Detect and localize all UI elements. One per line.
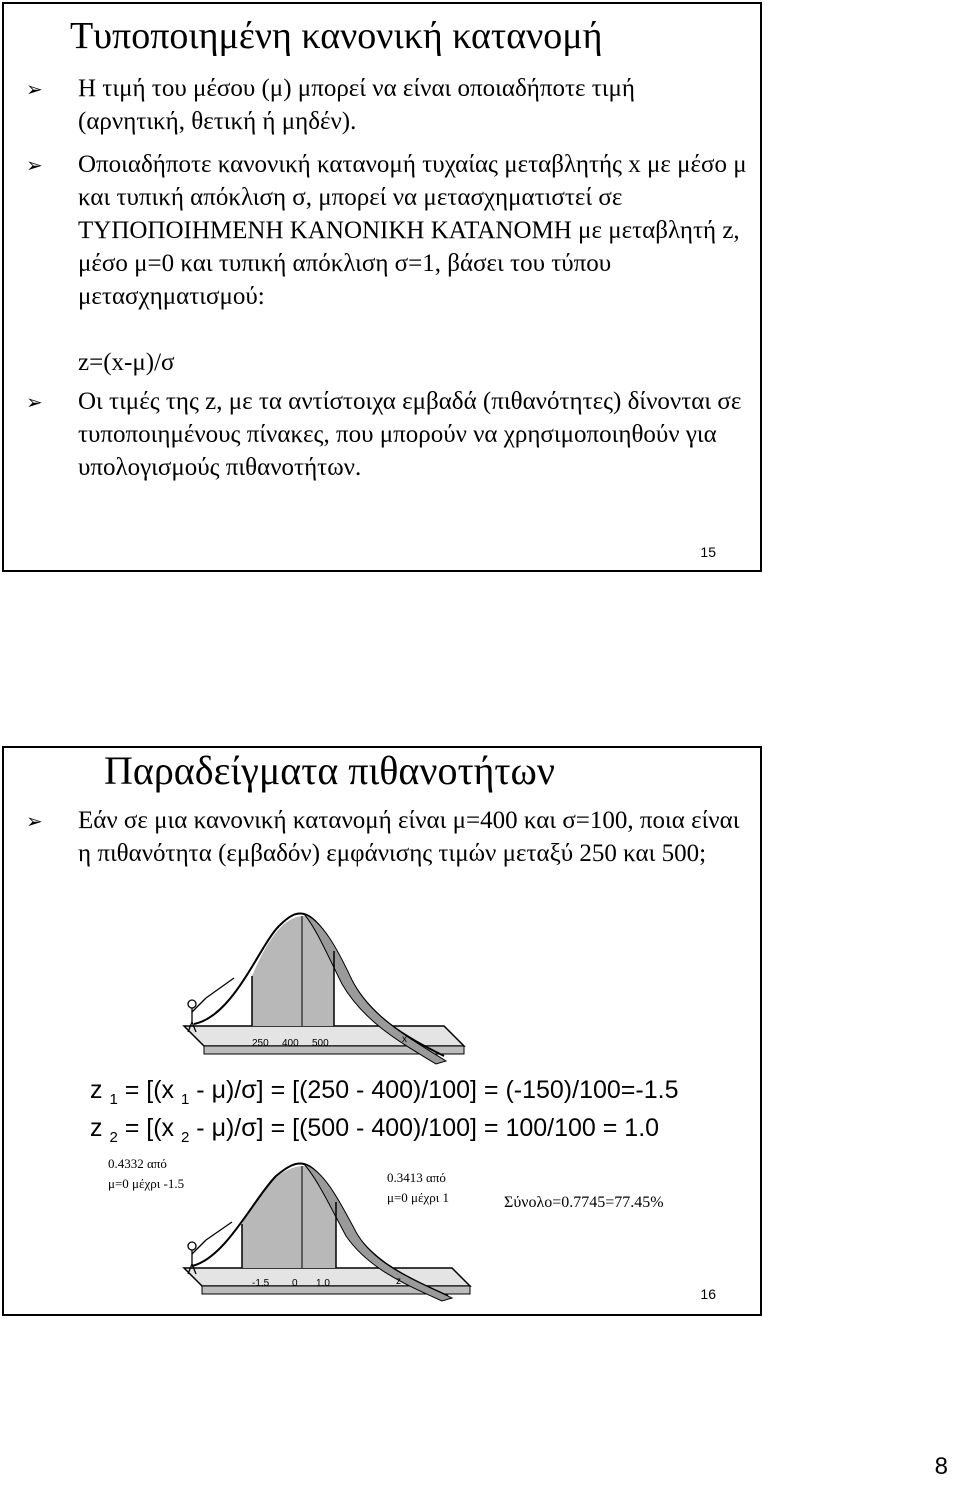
axis-label: -1.5 <box>252 1278 270 1289</box>
total-probability: Σύνολο=0.7745=77.45% <box>504 1194 664 1211</box>
bullet-text: Οι τιμές της z, με τα αντίστοιχα εμβαδά (πιθανότητες) δίνονται σε τυποποιημένους πίνακες, που μπορούν να χρησιμοποιηθούν για υπολογισμούς πιθανοτήτων. <box>78 388 742 481</box>
note-line: 0.4332 από <box>108 1156 167 1171</box>
slide-16 <box>2 746 762 1316</box>
axis-label: 400 <box>282 1038 299 1049</box>
axis-label: 500 <box>312 1038 329 1049</box>
slide-title: Τυποποιημένη κανονική κατανομή <box>70 15 603 57</box>
normal-curve-x-figure <box>174 906 466 1066</box>
note-left <box>108 1154 184 1194</box>
subscript: 2 <box>181 1129 190 1146</box>
z-symbol: z <box>90 1114 103 1142</box>
note-line: 0.3413 από <box>387 1170 446 1185</box>
slide-page-number: 16 <box>700 1286 716 1302</box>
bullet-arrow-icon: ➢ <box>26 390 43 414</box>
formula-part: - μ)/σ] = [(500 - 400)/100] = 100/100 = 1.0 <box>189 1114 660 1142</box>
note-right <box>387 1168 449 1208</box>
slide-page-number: 15 <box>700 544 716 560</box>
axis-label: 1.0 <box>316 1278 330 1289</box>
axis-label: x <box>402 1034 407 1045</box>
formula-part: = [(x <box>117 1076 175 1104</box>
bullet-arrow-icon: ➢ <box>26 153 43 177</box>
formula-part: = [(x <box>117 1114 175 1142</box>
z2-formula <box>90 1112 659 1154</box>
axis-label: 250 <box>252 1038 269 1049</box>
bullet-arrow-icon: ➢ <box>26 77 43 101</box>
bullet-text: Οποιαδήποτε κανονική κατανομή τυχαίας μεταβλητής x με μέσο μ και τυπική απόκλιση σ, μπορεί να μετασχηματιστεί σε ΤΥΠΟΠΟΙΗΜΕΝΗ ΚΑΝΟΝΙΚΗ ΚΑΤΑΝΟΜΗ με μεταβλητή z, μέσο μ=0 και τυπική απόκλιση σ=1, βάσει του τύπου μετασχηματισμού: <box>78 151 747 310</box>
bullet-arrow-icon: ➢ <box>26 809 43 833</box>
note-line: μ=0 μέχρι -1.5 <box>108 1176 185 1191</box>
bullet-text: Η τιμή του μέσου (μ) μπορεί να είναι οποιαδήποτε τιμή (αρνητική, θετική ή μηδέν). <box>78 75 635 135</box>
axis-label: 0 <box>292 1278 298 1289</box>
formula-part: - μ)/σ] = [(250 - 400)/100] = (-150)/100=-1.5 <box>189 1076 679 1104</box>
slide-title: Παραδείγματα πιθανοτήτων <box>104 748 555 793</box>
axis-label: z <box>396 1276 401 1287</box>
transformation-formula: z=(x-μ)/σ <box>78 349 175 376</box>
subscript: 1 <box>109 1091 118 1108</box>
z1-formula <box>90 1074 678 1116</box>
z-symbol: z <box>90 1076 103 1104</box>
subscript: 2 <box>109 1129 118 1146</box>
bullet-text: Εάν σε μια κανονική κατανομή είναι μ=400 και σ=100, ποια είναι η πιθανότητα (εμβαδόν) εμφάνισης τιμών μεταξύ 250 και 500; <box>78 807 740 867</box>
note-line: μ=0 μέχρι 1 <box>387 1190 449 1205</box>
subscript: 1 <box>181 1091 190 1108</box>
slide-15 <box>2 2 762 572</box>
document-page-number: 8 <box>934 1453 948 1480</box>
